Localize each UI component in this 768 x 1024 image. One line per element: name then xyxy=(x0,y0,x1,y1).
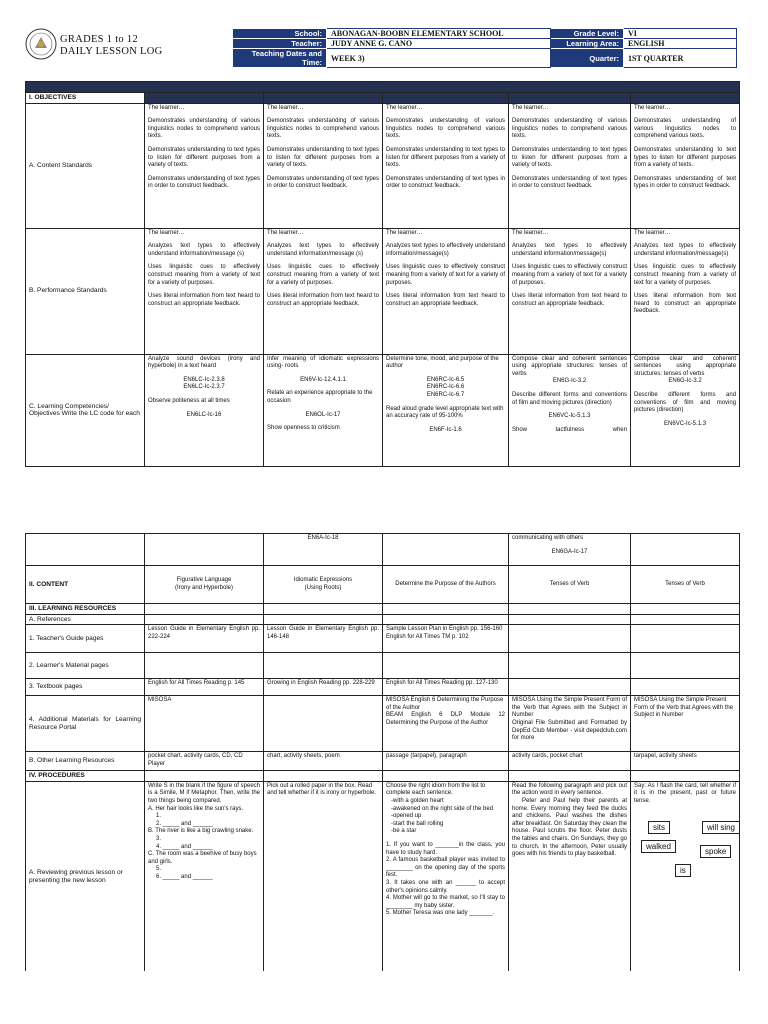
additional-materials-label: 4. Additional Materials for Learning Resource Portal xyxy=(26,696,145,752)
quarter-label: Quarter: xyxy=(551,49,624,68)
text: Uses literal information from text heard to construct an appropriate feedback. xyxy=(148,293,260,307)
lc-code: EN6RC-Ic-6.5 xyxy=(426,376,465,383)
text: communicating with others xyxy=(512,535,584,541)
flash-card: will sing xyxy=(702,821,740,834)
text: The learner… xyxy=(634,104,671,111)
blank xyxy=(264,771,383,782)
textbook-day1: English for All Times Reading p. 145 xyxy=(145,679,264,696)
text: Show openness to criticism xyxy=(267,425,340,432)
text: -awakened on the right side of the bed xyxy=(391,805,494,812)
text: Analyzes text types to effectively understand information/message(s) xyxy=(634,243,737,257)
other-resources-day1: pocket chart, activity cards, CD, CD Player xyxy=(145,752,264,771)
procedure-a-day4 xyxy=(509,781,631,971)
competencies-day2 xyxy=(264,354,383,466)
blank xyxy=(383,93,509,104)
day-header-bar xyxy=(26,82,740,93)
text: Relate an experience appropriate to the occasion xyxy=(267,390,373,404)
additional-materials-day3 xyxy=(383,696,509,752)
blank xyxy=(509,771,631,782)
other-resources-day4: activity cards, pocket chart xyxy=(509,752,631,771)
blank xyxy=(631,653,740,679)
content-standards-day3 xyxy=(383,103,509,228)
dates-label-1: Teaching Dates and xyxy=(251,49,322,58)
text: Idiomatic Expressions xyxy=(293,576,353,583)
text: English for All Times TM p. 102 xyxy=(386,633,469,640)
text: is xyxy=(680,866,686,875)
text: Analyzes text types to effectively understand information/message(s) xyxy=(512,243,627,257)
blank xyxy=(509,679,631,696)
teachers-guide-label: 1. Teacher's Guide pages xyxy=(26,625,145,653)
text: Show xyxy=(512,426,528,433)
procedure-a-day3 xyxy=(383,781,509,971)
text: Analyzes text types to effectively understand information/message (s) xyxy=(267,243,379,257)
text: Analyzes text types to effectively understand information/message (s) xyxy=(148,243,260,257)
blank xyxy=(631,534,740,566)
competencies-day4 xyxy=(509,354,631,466)
text: 3. It takes one with an ______ to accept other's opinions calmly. xyxy=(386,879,505,894)
text: The learner… xyxy=(267,104,304,111)
blank xyxy=(383,614,509,625)
lc-code: EN6V-Ic-12.4.1.1 xyxy=(300,376,346,383)
text: 1. If you want to _______in the class, you have to study hard. xyxy=(386,841,505,856)
text: Compose clear and coherent sentences using appropriate structures: tenses of verbs xyxy=(634,355,737,377)
procedures-title: IV. PROCEDURES xyxy=(26,771,145,782)
header xyxy=(25,28,740,73)
content-standards-day1 xyxy=(145,103,264,228)
area-value: ENGLISH xyxy=(624,39,737,49)
learners-material-label: 2. Learner's Material pages xyxy=(26,653,145,679)
text: Uses linguistic cues to effectively construct meaning from a variety of text for a variety of purposes. xyxy=(634,264,737,286)
grade-value: VI xyxy=(624,29,737,39)
other-resources-day3: passage (tarpapel), paragraph xyxy=(383,752,509,771)
text: Demonstrates understanding of text types in order to construct feedback. xyxy=(634,175,737,190)
lc-code: EN6F-Ic-1.6 xyxy=(429,426,462,433)
blank xyxy=(145,614,264,625)
area-label: Learning Area: xyxy=(551,39,624,49)
content-day3: Determine the Purpose of the Authors xyxy=(383,566,509,604)
text: MISOSA English 6 Determining the Purpose of the Author xyxy=(386,697,504,711)
flash-card: sits xyxy=(648,821,670,834)
blank xyxy=(631,604,740,615)
text: 2. A famous basketball player was invited to ________ on the opening day of the sports fest. xyxy=(386,857,505,879)
text: A. Her hair looks like the sun's rays. xyxy=(148,805,244,812)
blank xyxy=(631,614,740,625)
blank xyxy=(26,534,145,566)
text: 2. _____ and ______ xyxy=(156,820,213,827)
text: -be a star xyxy=(391,828,417,835)
text: Demonstrates understanding of various linguistics nodes to comprehend various texts. xyxy=(634,118,737,140)
dll-line: DAILY LESSON LOG xyxy=(60,46,163,57)
text: Demonstrates understanding to text types to listen for different purposes from a variety of texts. xyxy=(512,146,627,169)
lc-code: EN6LC-Ic-2.3.8 xyxy=(183,376,225,383)
dates-value: WEEK 3) xyxy=(327,49,551,68)
text: 1. xyxy=(156,813,162,820)
text: The learner… xyxy=(148,229,185,236)
content-standards-day5 xyxy=(631,103,740,228)
blank xyxy=(631,771,740,782)
grades-line: GRADES 1 to 12 xyxy=(60,34,138,45)
text: Infer meaning of idiomatic expressions using- roots xyxy=(267,355,379,370)
text: The learner… xyxy=(634,229,671,236)
text: Demonstrates understanding of various linguistics nodes to comprehend various texts. xyxy=(512,118,627,140)
lc-code: EN6G-Ic-3.2 xyxy=(552,378,587,385)
performance-standards-day2 xyxy=(264,228,383,354)
teachers-guide-day2: Lesson Guide in Elementary English pp. 146-148 xyxy=(264,625,383,653)
text: BEAM English 6 DLP Module 12 Determining the Purpose of the Author xyxy=(386,712,505,726)
text: Read the following paragraph and pick out the action word in every sentence. xyxy=(512,782,627,797)
text: Uses literal information from text heard to construct an appropriate feedback. xyxy=(634,293,737,315)
content-day5: Tenses of Verb xyxy=(631,566,740,604)
competency-continued-day4 xyxy=(509,534,631,566)
text: The learner… xyxy=(386,229,423,236)
grade-label: Grade Level: xyxy=(551,29,624,39)
text: Choose the right idiom from the list to complete each sentence. xyxy=(386,782,486,797)
lc-code: EN6LC-Ic-16 xyxy=(186,411,222,418)
procedure-a-label: A. Reviewing previous lesson or presenting the new lesson xyxy=(26,781,145,971)
text: Read aloud grade level appropriate text with an accuracy rate of 95-100% xyxy=(386,405,504,420)
text: Figurative Language xyxy=(176,576,232,583)
blank xyxy=(509,653,631,679)
text: when xyxy=(612,426,627,433)
text: Uses literal information from text heard to construct an appropriate feedback. xyxy=(267,293,379,307)
text: Uses literal information from text heard to construct an appropriate feedback. xyxy=(386,293,505,307)
competencies-label: C. Learning Competencies/ Objectives Write the LC code for each xyxy=(26,354,145,466)
teachers-guide-day1: Lesson Guide in Elementary English pp. 222-224 xyxy=(145,625,264,653)
lc-code: EN6GA-Ic-17 xyxy=(551,548,588,555)
text: 3. xyxy=(156,835,162,842)
resources-title: III. LEARNING RESOURCES xyxy=(26,604,145,615)
text: 5. Mother Teresa was one lady _______. xyxy=(386,910,495,917)
blank xyxy=(145,771,264,782)
performance-standards-label: B. Performance Standards xyxy=(26,228,145,354)
textbook-day2: Growing in English Reading pp. 228-229 xyxy=(264,679,383,696)
text: Uses linguistic cues to effectively construct meaning from a variety of text for a variety of purposes. xyxy=(148,264,260,286)
text: 4. _____ and ______ xyxy=(156,843,213,850)
text: (Irony and Hyperbole) xyxy=(174,584,234,591)
school-value: ABONAGAN-BOOBN ELEMENTARY SCHOOL xyxy=(327,29,551,39)
lc-code: EN6RC-Ic-6.7 xyxy=(426,391,465,398)
textbook-label: 3. Textbook pages xyxy=(26,679,145,696)
blank xyxy=(145,93,264,104)
additional-materials-day1: MISOSA xyxy=(145,696,264,752)
blank xyxy=(509,604,631,615)
text: Describe different forms and conventions of film and moving pictures (direction) xyxy=(634,391,737,414)
competencies-day3 xyxy=(383,354,509,466)
text: The learner… xyxy=(386,104,423,111)
text: Demonstrates understanding to text types to listen for different purposes from a variety of texts. xyxy=(634,146,737,169)
lc-code: EN6LC-Ic-2.3.7 xyxy=(183,384,225,391)
text: The learner… xyxy=(267,229,304,236)
text: Uses linguistic cues to effectively construct meaning from a variety of text for a variety of purposes. xyxy=(512,264,627,286)
lc-code: EN6OL-Ic-17 xyxy=(305,411,341,418)
blank xyxy=(631,93,740,104)
text: Describe different forms and conventions of film and moving pictures (direction) xyxy=(512,391,627,406)
text: Uses linguistic cues to effectively construct meaning from a variety of text for a variety of purposes. xyxy=(386,264,505,286)
blank xyxy=(145,534,264,566)
text: Observe politeness at all times xyxy=(148,397,230,404)
teachers-guide-day3 xyxy=(383,625,509,653)
blank xyxy=(145,604,264,615)
blank xyxy=(631,679,740,696)
school-label: School: xyxy=(233,29,327,39)
content-procedures-table xyxy=(25,533,740,971)
text: Demonstrates understanding of text types in order to construct feedback. xyxy=(267,175,379,190)
text: Demonstrates understanding of text types in order to construct feedback. xyxy=(148,175,260,190)
content-day4: Tenses of Verb xyxy=(509,566,631,604)
teacher-label: Teacher: xyxy=(233,39,327,49)
content-standards-day2 xyxy=(264,103,383,228)
performance-standards-day3 xyxy=(383,228,509,354)
blank xyxy=(383,604,509,615)
quarter-value: 1ST QUARTER xyxy=(624,49,737,68)
text: Determine tone, mood, and purpose of the author xyxy=(386,355,499,370)
content-standards-label: A. Content Standards xyxy=(26,103,145,228)
blank xyxy=(383,653,509,679)
additional-materials-day5: MISOSA Using the Simple Present Form of the Verb that Agrees with the Subject in Number xyxy=(631,696,740,752)
teacher-value: JUDY ANNE G. CANO xyxy=(327,39,551,49)
dates-label-2: Time: xyxy=(302,58,322,67)
performance-standards-day4 xyxy=(509,228,631,354)
flash-card: walked xyxy=(641,840,676,853)
flash-card: spoke xyxy=(700,845,731,858)
performance-standards-day1 xyxy=(145,228,264,354)
flash-card xyxy=(675,864,691,877)
blank xyxy=(264,614,383,625)
blank xyxy=(264,93,383,104)
blank xyxy=(264,696,383,752)
content-day2 xyxy=(264,566,383,604)
blank xyxy=(509,625,631,653)
blank xyxy=(509,614,631,625)
other-resources-label: B. Other Learning Resources xyxy=(26,752,145,771)
content-day1 xyxy=(145,566,264,604)
objectives-table xyxy=(25,81,740,467)
competencies-day1 xyxy=(145,354,264,466)
deped-seal-icon xyxy=(25,28,57,60)
content-title: II. CONTENT xyxy=(26,566,145,604)
text: Demonstrates understanding of text types in order to construct feedback. xyxy=(512,175,627,190)
other-resources-day2: chart, activity sheets, poem xyxy=(264,752,383,771)
blank xyxy=(509,93,631,104)
header-info-table xyxy=(232,28,737,68)
text: Demonstrates understanding of various linguistics nodes to comprehend various texts. xyxy=(267,118,379,140)
blank xyxy=(264,604,383,615)
objectives-title: I. OBJECTIVES xyxy=(26,93,145,104)
text: Original File Submitted and Formatted by DepEd Club Member - visit depedclub.com for more xyxy=(512,719,627,742)
text: tactfulness xyxy=(555,426,585,433)
text: 6. _____ and ______ xyxy=(156,873,213,880)
competencies-day5 xyxy=(631,354,740,466)
text: 5. xyxy=(156,866,162,873)
text: C. The room was a beehive of busy boys and girls. xyxy=(148,851,257,865)
blank xyxy=(264,653,383,679)
text: -start the ball rolling xyxy=(391,820,444,827)
lc-code: EN6RC-Ic-6.6 xyxy=(426,384,465,391)
dates-label xyxy=(233,49,327,68)
text: Demonstrates understanding of various linguistics nodes to comprehend various texts. xyxy=(148,118,260,140)
text: -with a golden heart xyxy=(391,797,444,804)
competency-code-continued: EN6A-Ic-18 xyxy=(264,534,383,566)
procedure-a-day1 xyxy=(145,781,264,971)
blank xyxy=(145,653,264,679)
text: The learner… xyxy=(512,229,549,236)
text: Demonstrates understanding to text types to listen for different purposes from a variety of texts. xyxy=(386,146,505,169)
text: The learner… xyxy=(148,104,185,111)
lc-code: EN6VC-Ic-5.1.3 xyxy=(548,413,591,420)
text-row xyxy=(512,427,627,435)
blank xyxy=(631,625,740,653)
references-label: A. References xyxy=(26,614,145,625)
blank xyxy=(383,771,509,782)
text: Demonstrates understanding of various linguistics nodes to comprehend various texts. xyxy=(386,118,505,140)
text: (Using Roots) xyxy=(304,584,342,591)
text: The learner… xyxy=(512,104,549,111)
text: Uses literal information from text heard to construct an appropriate feedback. xyxy=(512,293,627,307)
other-resources-day5: tarpapel, activity sheets xyxy=(631,752,740,771)
procedure-a-day2: Pick out a rolled paper in the box. Read and tell whether if it is irony or hyperbole. xyxy=(264,781,383,971)
blank xyxy=(383,534,509,566)
text: Demonstrates understanding to text types to listen for different purposes from a variety of texts. xyxy=(148,146,260,169)
content-standards-day4 xyxy=(509,103,631,228)
text: Demonstrates understanding of text types in order to construct feedback. xyxy=(386,175,505,190)
text: Sample Lesson Plan in English pp. 156-160 xyxy=(386,626,503,633)
text: Compose clear and coherent sentences using appropriate structures: tenses of verbs xyxy=(512,355,627,377)
text: -opened up xyxy=(391,813,422,820)
lc-code: EN6G-Ic-3.2 xyxy=(668,378,702,385)
text: B. The river is like a big crawling snake. xyxy=(148,828,254,835)
text: Demonstrates understanding to text types to listen for different purposes from a variety of texts. xyxy=(267,146,379,169)
text: MISOSA Using the Simple Present Form of the Verb that Agrees with the Subject in Number xyxy=(512,697,627,719)
text: Analyze sound devices (irony and hyperbole) in a text heard xyxy=(148,355,260,370)
textbook-day3: English for All Times Reading pp. 127-130 xyxy=(383,679,509,696)
text: Uses linguistic cues to effectively construct meaning from a variety of text for a variety of purposes. xyxy=(267,264,379,286)
performance-standards-day5 xyxy=(631,228,740,354)
text: Say: As I flash the card, tell whether if it is in the present, past or future tense. xyxy=(634,782,736,804)
text: Peter and Paul help their parents at home. Every morning they feed the ducks and chickens. Paul washes the dishes after breakfast. On Saturday they clean the house. Paul scrubs the floor. Peter dusts the tables and chairs. On Sundays, they go to church. In the afternoon, Peter usually goes with his friends to play basketball. xyxy=(512,797,627,858)
form-title xyxy=(60,34,163,58)
text: Analyzes text types to effectively understand information/message(s) xyxy=(386,243,505,257)
additional-materials-day4 xyxy=(509,696,631,752)
text: Write S in the blank if the figure of speech is a Simile, M if Metaphor. Then, write the two things being compared. xyxy=(148,782,260,804)
lc-code: EN6VC-Ic-5.1.3 xyxy=(664,420,707,427)
text: 4. Mother will go to the market, so I'll stay to ________ my baby sister. xyxy=(386,895,505,909)
